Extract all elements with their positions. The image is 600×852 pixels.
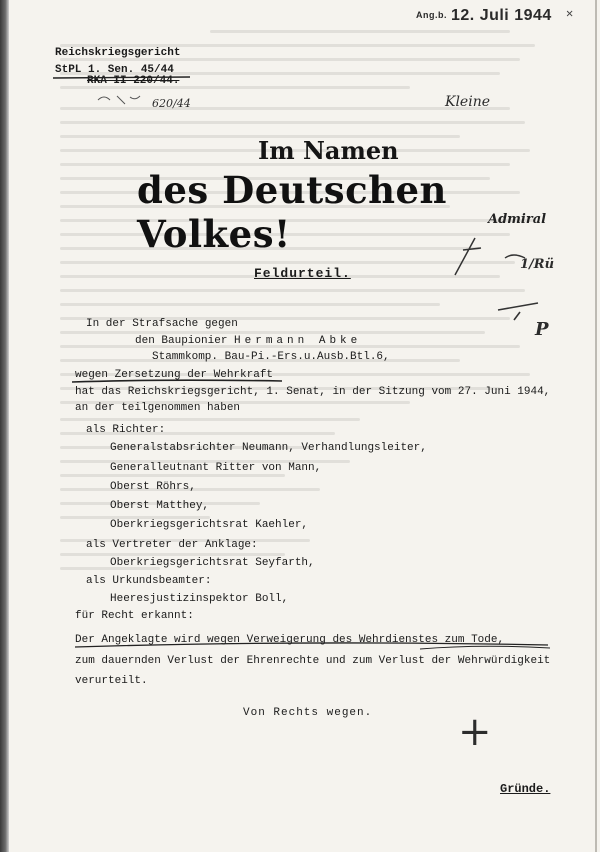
judge-2: Generalleutnant Ritter von Mann, (110, 462, 322, 474)
admiral-annotation: Admiral (488, 212, 547, 227)
handwritten-reference: 620/44 (152, 97, 191, 110)
sentence-line-1: Der Angeklagte wird wegen Verweigerung des Wehrdienstes zum Tode, (75, 634, 505, 646)
prosecutor: Oberkriegsgerichtsrat Seyfarth, (110, 557, 315, 569)
case-intro: In der Strafsache gegen (86, 318, 238, 330)
judge-4: Oberst Matthey, (110, 500, 210, 512)
file-number: StPL 1. Sen. 45/44 (55, 64, 174, 76)
accused-name: Hermann Abke (234, 335, 362, 347)
prosecution-label: als Vertreter der Anklage: (86, 539, 258, 551)
handwritten-cross: + (458, 709, 492, 755)
file-number-crossed: RKA II 220/44. (87, 75, 180, 87)
scan-edge-shadow (0, 0, 9, 852)
judge-3: Oberst Röhrs, (110, 481, 196, 493)
sentence-line-3: verurteilt. (75, 675, 148, 687)
margin-p-mark: P (535, 319, 549, 340)
judges-label: als Richter: (86, 424, 166, 436)
grounds-heading: Gründe. (500, 782, 551, 796)
judge-1: Generalstabsrichter Neumann, Verhandlungsleiter, (110, 442, 427, 454)
stamp-prefix: Ang.b. (416, 10, 447, 20)
handwritten-initials: Kleine (445, 94, 491, 110)
charge-line: wegen Zersetzung der Wehrkraft (75, 369, 274, 381)
sentence-line-2: zum dauernden Verlust der Ehrenrechte und zum Verlust der Wehrwürdigkeit (75, 655, 551, 667)
clerk-label: als Urkundsbeamter: (86, 575, 212, 587)
court-name: Reichskriegsgericht (55, 47, 181, 59)
corner-mark: ✕ (566, 7, 574, 21)
judge-5: Oberkriegsgerichtsrat Kaehler, (110, 519, 309, 531)
received-date-stamp (416, 7, 552, 25)
accused-line (135, 335, 361, 348)
participants-intro: an der teilgenommen haben (75, 402, 241, 414)
margin-note: 1/Rü (520, 257, 555, 272)
accused-unit: Stammkomp. Bau-Pi.-Ers.u.Ausb.Btl.6, (152, 351, 390, 363)
judgment-intro: für Recht erkannt: (75, 610, 194, 622)
closing-formula: Von Rechts wegen. (243, 707, 373, 719)
verdict-heading: Feldurteil. (254, 266, 351, 281)
clerk: Heeresjustizinspektor Boll, (110, 593, 289, 605)
title-line-1: Im Namen (258, 136, 399, 165)
title-line-2: des Deutschen Volkes! (137, 168, 447, 256)
accused-prefix: den Baupionier (135, 335, 228, 347)
session-line: hat das Reichskriegsgericht, 1. Senat, in der Sitzung vom 27. Juni 1944, (75, 386, 551, 398)
stamp-date: 12. Juli 1944 (451, 7, 552, 24)
